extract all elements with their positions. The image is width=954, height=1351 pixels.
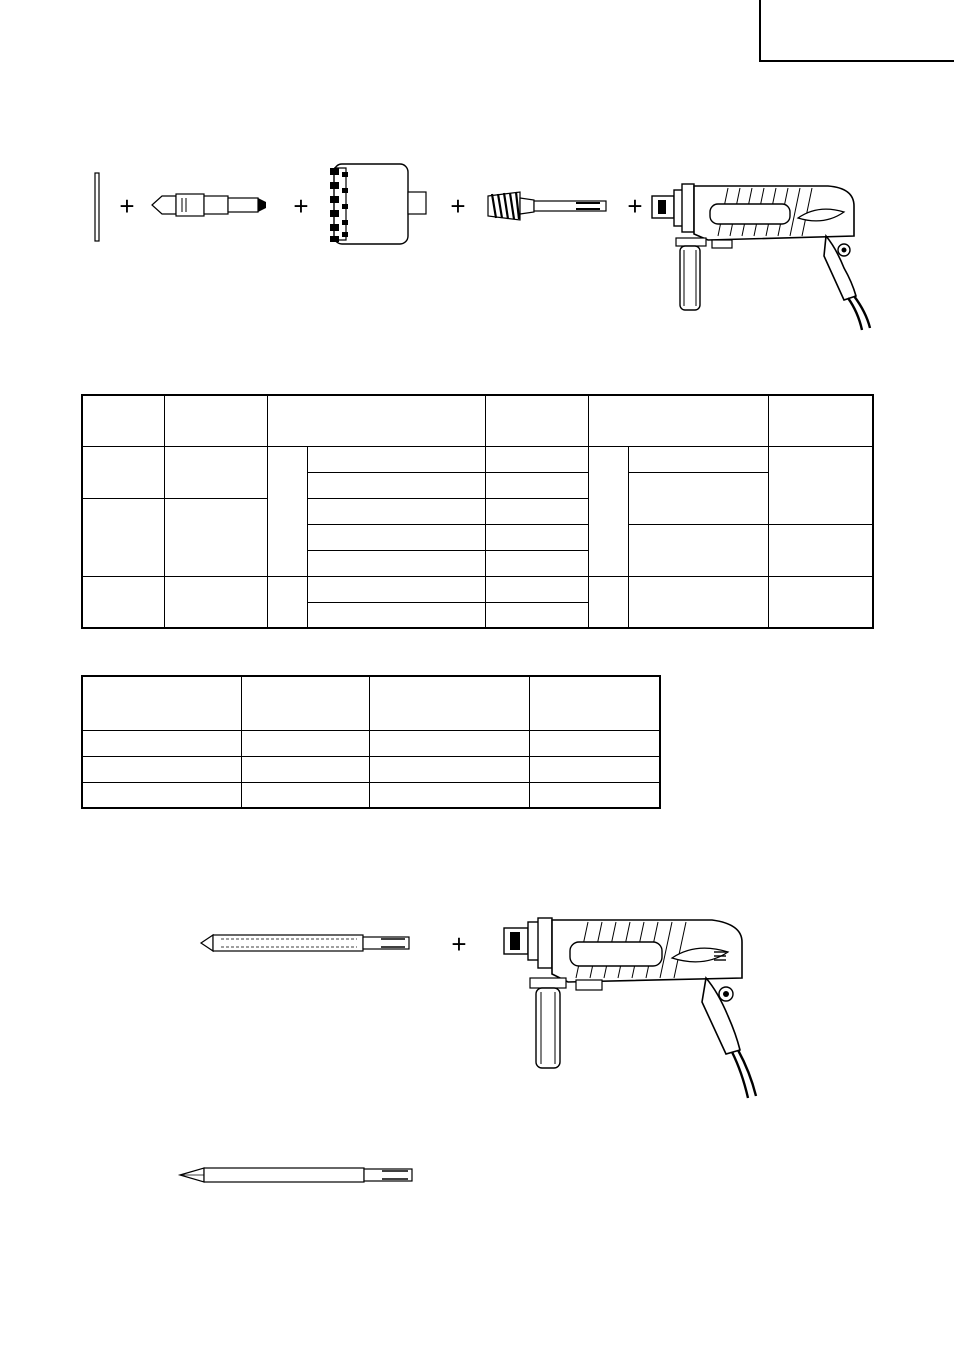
table-cell <box>82 756 241 782</box>
table-cell <box>629 576 769 628</box>
table-cell <box>241 676 370 730</box>
rod-icon <box>94 172 102 244</box>
table-cell <box>768 395 873 446</box>
table-cell <box>165 395 268 446</box>
table-cell <box>241 730 370 756</box>
table-cell <box>486 550 589 576</box>
table-header-row <box>82 676 660 730</box>
table-cell <box>268 576 308 628</box>
table-row <box>82 576 873 602</box>
table-cell <box>307 602 486 628</box>
core-bit-icon <box>326 158 432 250</box>
cold-chisel-icon <box>176 1164 418 1186</box>
table-cell <box>486 472 589 498</box>
table-cell <box>307 446 486 472</box>
table-cell <box>486 446 589 472</box>
shank-adapter-icon <box>482 188 614 224</box>
plus-sign: + <box>119 191 135 221</box>
table-cell <box>165 498 268 576</box>
core-bit-table <box>81 394 874 629</box>
table-cell <box>82 446 165 498</box>
table-cell <box>307 550 486 576</box>
table-cell <box>768 524 873 576</box>
table-cell <box>486 576 589 602</box>
plus-sign: + <box>627 191 643 221</box>
table-row <box>82 730 660 756</box>
table-cell <box>82 395 165 446</box>
table-cell <box>486 498 589 524</box>
table-cell <box>82 676 241 730</box>
table-row <box>82 446 873 472</box>
table-cell <box>307 576 486 602</box>
table-cell <box>768 446 873 524</box>
table-cell <box>370 676 529 730</box>
table-cell <box>370 756 529 782</box>
table-cell <box>82 782 241 808</box>
plus-sign: + <box>451 929 467 959</box>
rotary-hammer-icon <box>648 178 872 344</box>
bull-point-icon <box>197 930 417 956</box>
plus-sign: + <box>293 191 309 221</box>
table-cell <box>165 576 268 628</box>
table-cell <box>241 756 370 782</box>
table-cell <box>629 472 769 524</box>
table-cell <box>486 395 589 446</box>
table-cell <box>529 730 660 756</box>
table-cell <box>768 576 873 628</box>
table-cell <box>82 576 165 628</box>
table-cell <box>629 524 769 576</box>
rotary-hammer-icon <box>500 916 760 1106</box>
center-pin-icon <box>146 190 274 220</box>
table-cell <box>241 782 370 808</box>
table-cell <box>486 602 589 628</box>
table-cell <box>529 782 660 808</box>
table-cell <box>629 446 769 472</box>
table-row <box>82 756 660 782</box>
table-cell <box>589 576 629 628</box>
table-cell <box>370 782 529 808</box>
page-number-tab <box>759 0 954 62</box>
table-cell <box>268 446 308 576</box>
table-cell <box>529 676 660 730</box>
table-cell <box>307 472 486 498</box>
table-cell <box>82 498 165 576</box>
table-cell <box>370 730 529 756</box>
table-cell <box>307 498 486 524</box>
table-cell <box>165 446 268 498</box>
accessory-table <box>81 675 661 809</box>
table-cell <box>486 524 589 550</box>
table-row <box>82 782 660 808</box>
table-cell <box>82 730 241 756</box>
table-cell <box>589 446 629 576</box>
table-header-row <box>82 395 873 446</box>
plus-sign: + <box>450 191 466 221</box>
table-cell <box>307 524 486 550</box>
table-cell <box>529 756 660 782</box>
table-cell <box>268 395 486 446</box>
table-cell <box>589 395 769 446</box>
